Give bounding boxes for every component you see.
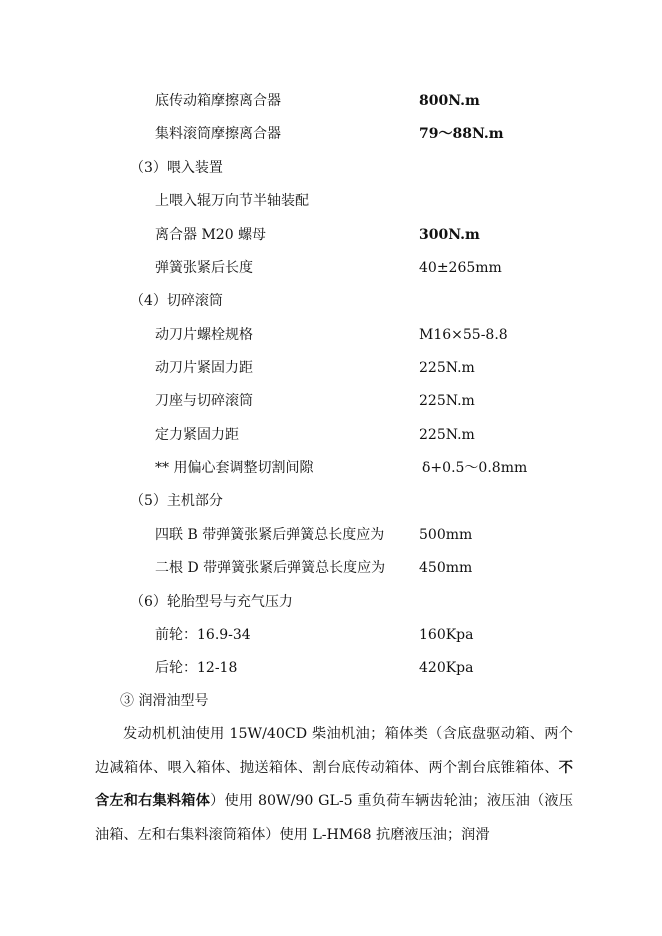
section-heading: （6）轮胎型号与充气压力 bbox=[130, 594, 293, 610]
spec-value: M16×55-8.8 bbox=[419, 327, 508, 343]
spec-label: 二根 D 带弹簧张紧后弹簧总长度应为 bbox=[155, 560, 386, 576]
spec-label: 刀座与切碎滚筒 bbox=[155, 393, 253, 409]
spec-value: 225N.m bbox=[419, 393, 475, 409]
spec-label: 弹簧张紧后长度 bbox=[155, 260, 253, 276]
spec-label: 定力紧固力距 bbox=[155, 427, 239, 443]
spec-label: 四联 B 带弹簧张紧后弹簧总长度应为 bbox=[155, 527, 385, 543]
spec-value: 800N.m bbox=[419, 93, 480, 109]
spec-value: 225N.m bbox=[419, 360, 475, 376]
spec-label: 集料滚筒摩擦离合器 bbox=[155, 126, 281, 142]
spec-value: 160Kpa bbox=[419, 627, 474, 643]
spec-label: ** 用偏心套调整切割间隙 bbox=[155, 460, 314, 476]
spec-value: 40±265mm bbox=[419, 260, 502, 276]
spec-value: 225N.m bbox=[419, 427, 475, 443]
spec-value: δ+0.5～0.8mm bbox=[422, 460, 528, 476]
spec-label: 离合器 M20 螺母 bbox=[155, 227, 267, 243]
section-heading: （5）主机部分 bbox=[130, 493, 223, 509]
paragraph-text: ）使用 80W/90 GL-5 重负荷车辆齿轮油；液压油（液压油箱、左和右集料滚筒箱体）使用 L-HM68 抗磨液压油；润滑 bbox=[95, 793, 573, 843]
section-heading: （4）切碎滚筒 bbox=[130, 293, 223, 309]
paragraph-bold-text: 不含左和右集料箱体 bbox=[95, 759, 573, 809]
spec-label: 上喂入辊万向节半轴装配 bbox=[155, 193, 309, 209]
spec-value: 450mm bbox=[419, 560, 473, 576]
spec-label: 动刀片紧固力距 bbox=[155, 360, 253, 376]
lubricant-section-heading: ③ 润滑油型号 bbox=[120, 693, 209, 709]
spec-value: 79～88N.m bbox=[419, 126, 504, 142]
spec-value: 300N.m bbox=[419, 227, 480, 243]
spec-label: 底传动箱摩擦离合器 bbox=[155, 93, 281, 109]
spec-value: 420Kpa bbox=[419, 660, 474, 676]
paragraph-text: 发动机机油使用 15W/40CD 柴油机油；箱体类（含底盘驱动箱、两个边减箱体、喂入箱体、抛送箱体、割台底传动箱体、两个割台底锥箱体、 bbox=[95, 726, 573, 776]
section-heading: （3）喂入装置 bbox=[130, 160, 223, 176]
spec-label: 动刀片螺栓规格 bbox=[155, 327, 253, 343]
lubricant-paragraph bbox=[95, 718, 573, 852]
spec-label: 前轮：16.9-34 bbox=[155, 627, 251, 643]
spec-label: 后轮：12-18 bbox=[155, 660, 238, 676]
spec-value: 500mm bbox=[419, 527, 473, 543]
